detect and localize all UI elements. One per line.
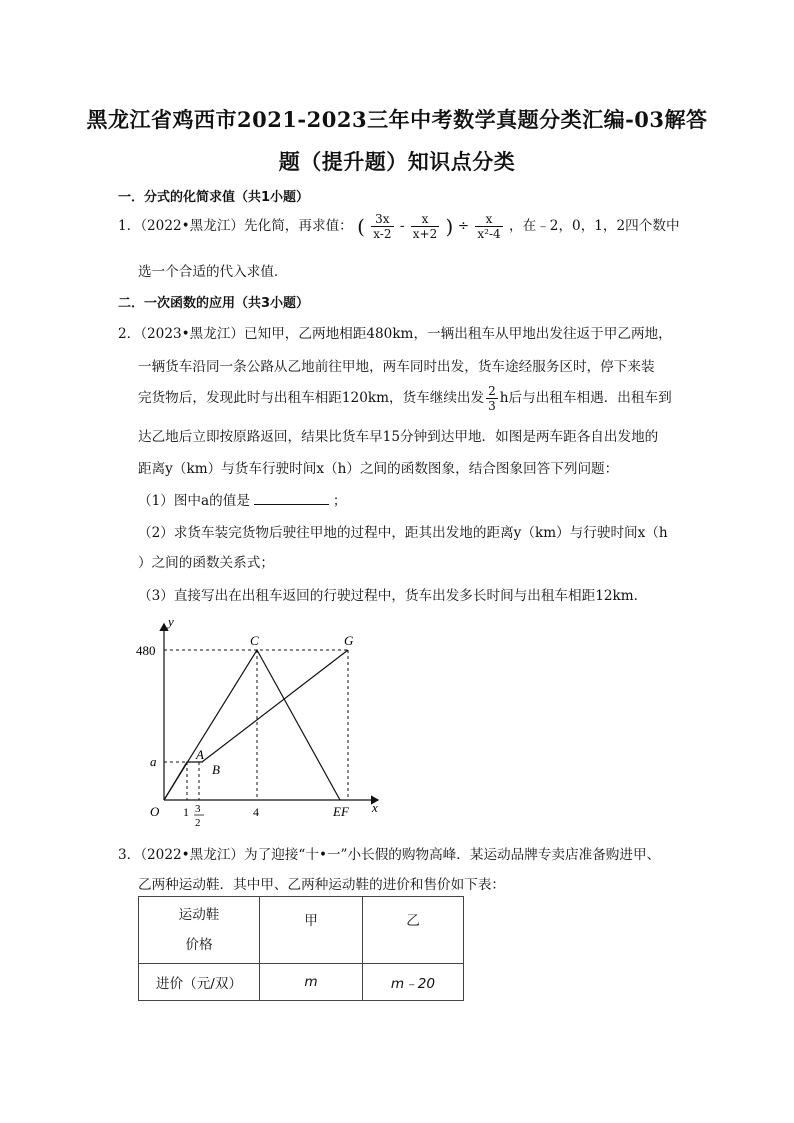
q2-sub3: （3）直接写出在出租车返回的行驶过程中，货车出发多长时间与出租车相距12km. xyxy=(138,588,638,604)
q2-line5: 距离y（km）与货车行驶时间x（h）之间的函数图象，结合图象回答下列问题： xyxy=(138,461,619,477)
tick-480: 480 xyxy=(136,643,156,658)
frac1-num: 3x xyxy=(371,212,393,227)
frac-num: 2 xyxy=(488,384,496,398)
row-label: 进价（元/双） xyxy=(139,964,260,1001)
cell-col1: m xyxy=(260,964,363,1001)
table-header-corner xyxy=(139,897,260,964)
q1-frac1 xyxy=(371,212,393,241)
frac3-den: x²-4 xyxy=(477,227,501,241)
price-table xyxy=(138,896,464,1001)
q1-frac3 xyxy=(475,212,502,241)
tick-1: 1 xyxy=(183,805,189,819)
cell-col2: m﹣20 xyxy=(363,964,464,1001)
q2-line3-b: h后与出租车相遇．出租车到 xyxy=(499,390,672,406)
sub1-text: （1）图中a的值是 xyxy=(138,493,250,509)
q1-tail: ，在﹣2，0，1，2四个数中 xyxy=(509,218,680,234)
q1-prefix: 1．（2022•黑龙江）先化简，再求值： xyxy=(118,218,353,234)
y-axis-label: y xyxy=(168,614,174,629)
tick-a: a xyxy=(150,754,157,769)
tick-3-2-num: 3 xyxy=(195,803,201,815)
divide-sign: ÷ xyxy=(457,218,470,234)
header-top: 运动鞋 xyxy=(178,907,220,923)
section-heading-2: 二．一次函数的应用（共3小题） xyxy=(118,296,310,311)
tick-3-2-den: 2 xyxy=(195,817,201,829)
paren-close: ) xyxy=(445,214,454,239)
table-row xyxy=(139,897,464,964)
minus-sign: - xyxy=(399,218,405,234)
q3-line2: 乙两种运动鞋．其中甲、乙两种运动鞋的进价和售价如下表： xyxy=(138,877,506,893)
q2-line3-a: 完货物后，发现此时与出租车相距120km，货车继续出发 xyxy=(138,390,485,406)
q1-line2: 选一个合适的代入求值． xyxy=(138,264,288,280)
sub1-end: ； xyxy=(332,493,347,509)
point-c-label: C xyxy=(250,633,259,648)
q1-line1 xyxy=(118,212,680,241)
frac1-den: x-2 xyxy=(373,227,392,241)
q2-frac-two-thirds xyxy=(486,384,498,413)
q2-sub2-line1: （2）求货车装完货物后驶往甲地的过程中，距其出发地的距离y（km）与行驶时间x（h xyxy=(138,525,668,541)
truck-line xyxy=(164,650,348,800)
frac2-num: x xyxy=(411,212,439,227)
taxi-line xyxy=(164,650,340,800)
table-row xyxy=(139,964,464,1001)
q2-line3 xyxy=(138,384,672,413)
point-ef-label: EF xyxy=(333,804,349,819)
q1-frac2 xyxy=(411,212,439,241)
answer-blank xyxy=(254,492,329,505)
header-bottom: 价格 xyxy=(185,937,213,953)
q2-line2: 一辆货车沿同一条公路从乙地前往甲地，两车同时出发，货车途经服务区时，停下来装 xyxy=(138,359,655,375)
tick-4: 4 xyxy=(253,805,259,819)
q2-sub1 xyxy=(138,489,347,509)
frac2-den: x+2 xyxy=(412,227,438,241)
frac-den: 3 xyxy=(488,399,496,413)
point-b-label: B xyxy=(212,762,220,777)
table-header-col1: 甲 xyxy=(260,897,363,964)
point-a-label: A xyxy=(196,747,204,762)
paren-open: ( xyxy=(357,214,365,239)
origin-label: O xyxy=(150,804,160,819)
doc-title-line2: 题（提升题）知识点分类 xyxy=(278,149,516,174)
q3-line1: 3．（2022•黑龙江）为了迎接“十•一”小长假的购物高峰．某运动品牌专卖店准备购进甲、 xyxy=(118,847,661,863)
x-axis-label: x xyxy=(372,800,378,815)
doc-title-line1: 黑龙江省鸡西市2021-2023三年中考数学真题分类汇编-03解答 xyxy=(86,107,708,132)
q2-line4: 达乙地后立即按原路返回，结果比货车早15分钟到达甲地．如图是两车距各自出发地的 xyxy=(138,429,659,445)
q2-sub2-line2: ）之间的函数关系式； xyxy=(138,555,274,571)
section-heading-1: 一．分式的化简求值（共1小题） xyxy=(118,190,310,205)
frac3-num: x xyxy=(475,212,502,227)
function-graph xyxy=(130,610,390,835)
q2-line1: 2．（2023•黑龙江）已知甲，乙两地相距480km，一辆出租车从甲地出发往返于甲乙两地， xyxy=(118,326,672,342)
table-header-col2: 乙 xyxy=(363,897,464,964)
point-g-label: G xyxy=(344,633,354,648)
